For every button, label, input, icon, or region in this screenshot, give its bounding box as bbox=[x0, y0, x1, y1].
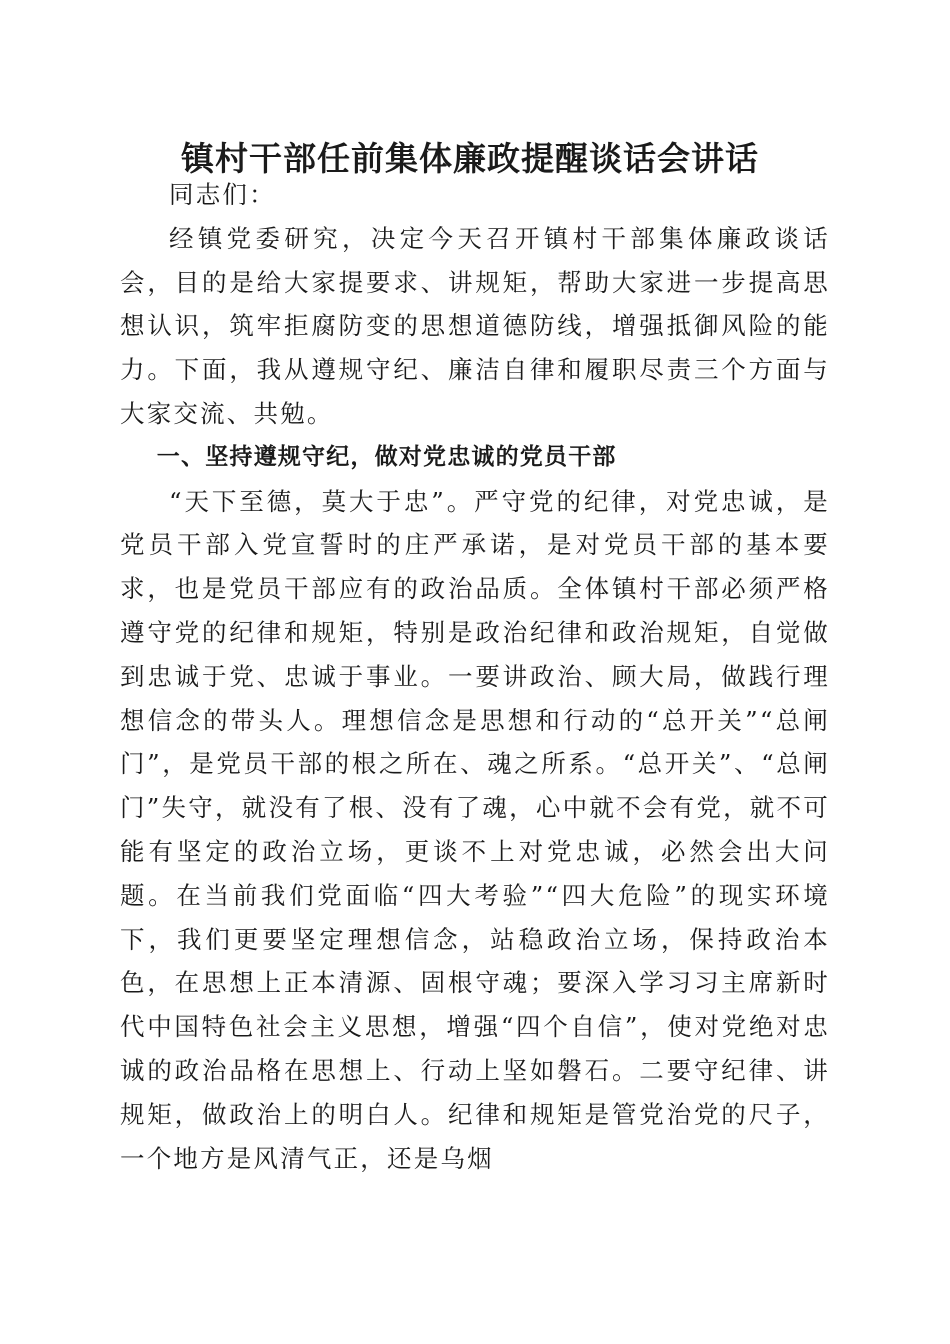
salutation: 同志们： bbox=[169, 180, 276, 209]
section-1-paragraph: “天下至德，莫大于忠”。严守党的纪律，对党忠诚，是党员干部入党宣誓时的庄严承诺，是对党员干部的基本要求，也是党员干部应有的政治品质。全体镇村干部必须严格遵守党的纪律和规矩，特别是政治纪律和政治规矩，自觉做到忠诚于党、忠诚于事业。一要讲政治、顾大局，做践行理想信念的带头人。理想信念是思想和行动的“总开关”“总闸门”，是党员干部的根之所在、魂之所系。“总开关”、“总闸门”失守，就没有了根、没有了魂，心中就不会有党，就不可能有坚定的政治立场，更谈不上对党忠诚，必然会出大问题。在当前我们党面临“四大考验”“四大危险”的现实环境下，我们更要坚定理想信念，站稳政治立场，保持政治本色，在思想上正本清源、固根守魂；要深入学习习主席新时代中国特色社会主义思想，增强“四个自信”，使对党绝对忠诚的政治品格在思想上、行动上坚如磐石。二要守纪律、讲规矩，做政治上的明白人。纪律和规矩是管党治党的尺子，一个地方是风清气正，还是乌烟 bbox=[120, 486, 830, 1173]
section-heading-1: 一、坚持遵规守纪，做对党忠诚的党员干部 bbox=[156, 443, 617, 470]
document-body bbox=[120, 173, 830, 1180]
intro-paragraph: 经镇党委研究，决定今天召开镇村干部集体廉政谈话会，目的是给大家提要求、讲规矩，帮助大家进一步提高思想认识，筑牢拒腐防变的思想道德防线，增强抵御风险的能力。下面，我从遵规守纪、廉洁自律和履职尽责三个方面与大家交流、共勉。 bbox=[120, 223, 830, 428]
document-title: 镇村干部任前集体廉政提醒谈话会讲话 bbox=[181, 139, 759, 178]
